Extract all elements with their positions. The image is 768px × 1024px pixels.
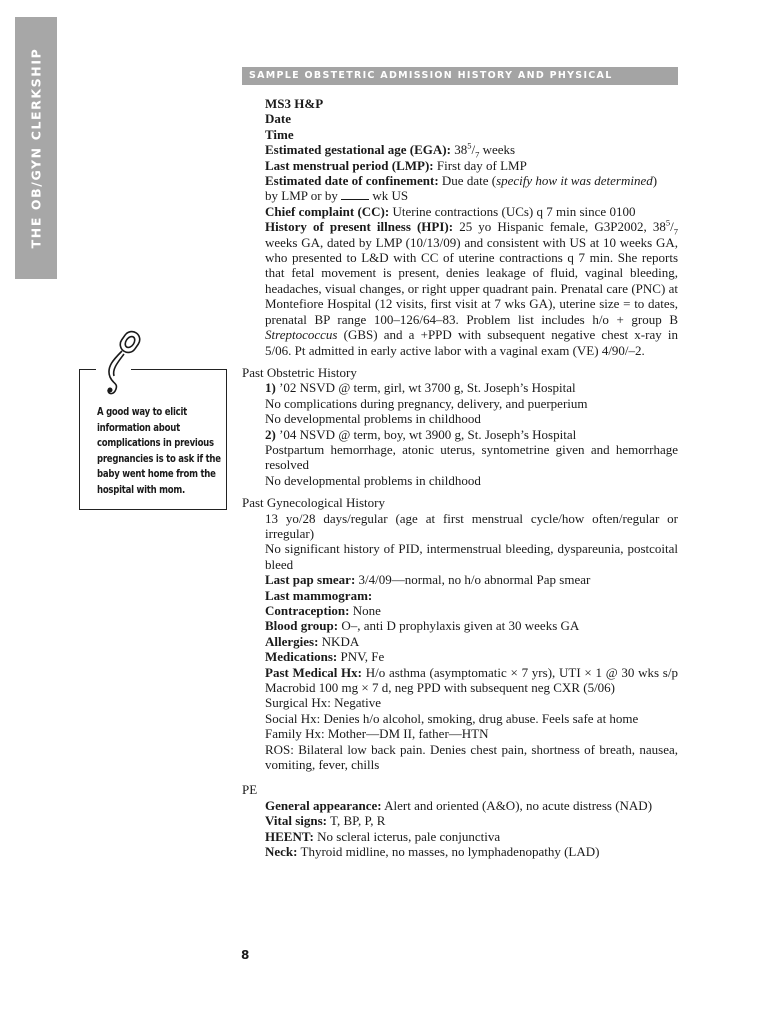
pe-heading: PE (242, 782, 258, 798)
sidebar-note-text: A good way to elicit information about complications in previous pregnancies is to ask if the baby went home from the hospital with mom. (97, 406, 221, 496)
side-tab-label: THE OB/GYN CLERKSHIP (28, 47, 44, 249)
stethoscope-icon (96, 329, 156, 401)
header-block (242, 96, 678, 358)
side-tab (15, 17, 57, 279)
doc-title: MS3 H&P (265, 96, 324, 111)
edc-line: Estimated date of confinement: Due date (specify how it was determined) by LMP or by wk US (265, 173, 658, 204)
page-number: 8 (241, 948, 250, 962)
lmp-line: Last menstrual period (LMP): First day of LMP (265, 157, 527, 173)
section-banner: SAMPLE OBSTETRIC ADMISSION HISTORY AND PHYSICAL (242, 67, 678, 85)
hpi-paragraph: History of present illness (HPI): 25 yo Hispanic female, G3P2002, $38^5/_7$ weeks GA, dated by LMP (10/13/09) and consistent with US at 10 weeks GA, who presented to L&D with CC of uterine contractions q 7 min. She reports that fetal movement is present, denies leakage of fluid, vaginal bleeding, headaches, visual changes, or right upper quadrant pain. Prenatal care (PNC) at Montefiore Hospital (12 visits, first visit at 7 wks GA), uterine size = to dates, prenatal BP range 100–126/64–83. Problem list includes h/o + group B Streptococcus (GBS) and a +PPD with subsequent negative chest x-ray in 5/06. Pt admitted in early active labor with a vaginal exam (VE) 4/90/–2. (265, 217, 679, 358)
ega-line: Estimated gestational age (EGA): $38^5/_7$ weeks (265, 140, 516, 160)
blank-line (341, 188, 369, 200)
cc-line: Chief complaint (CC): Uterine contractions (UCs) q 7 min since 0100 (265, 203, 636, 219)
document-body (242, 96, 678, 860)
past-ob-heading: Past Obstetric History (242, 364, 357, 380)
time-label: Time (265, 126, 294, 142)
past-gyn-block: 13 yo/28 days/regular (age at first menstrual cycle/how often/regular or irregular) No significant history of PID, intermenstrual bleeding, dyspareunia, postcoital bleed Last pap smear: 3/4/09—normal, no h/o abnormal Pap smear Last mammogram: Contraception: None Blood group: O–, anti D prophylaxis given at 30 weeks GA Allergies: NKDA Medications: PNV, Fe Past Medical Hx: H/o asthma (asymptomatic × 7 yrs), UTI × 1 @ 30 wks s/p Macrobid 100 mg × 7 d, neg PPD with subsequent neg CXR (5/06) Surgical Hx: Negative Social Hx: Denies h/o alcohol, smoking, drug abuse. Feels safe at home Family Hx: Mother—DM II, father—HTN ROS: Bilateral low back pain. Denies chest pain, shortness of breath, nausea, vomiting, fever, chills (265, 510, 678, 773)
past-gyn-heading: Past Gynecological History (242, 495, 385, 511)
pe-block: General appearance: Alert and oriented (A&O), no acute distress (NAD) Vital signs: T, BP, P, R HEENT: No scleral icterus, pale conjunctiva Neck: Thyroid midline, no masses, no lymphadenopathy (LAD) (265, 797, 653, 860)
date-label: Date (265, 111, 291, 127)
past-ob-block: 1) ’02 NSVD @ term, girl, wt 3700 g, St. Joseph’s Hospital No complications during pregnancy, delivery, and puerperium No developmental problems in childhood 2) ’04 NSVD @ term, boy, wt 3900 g, St. Joseph’s Hospital Postpartum hemorrhage, atonic uterus, syntometrine given and hemorrhage resolved No developmental problems in childhood (265, 380, 678, 488)
